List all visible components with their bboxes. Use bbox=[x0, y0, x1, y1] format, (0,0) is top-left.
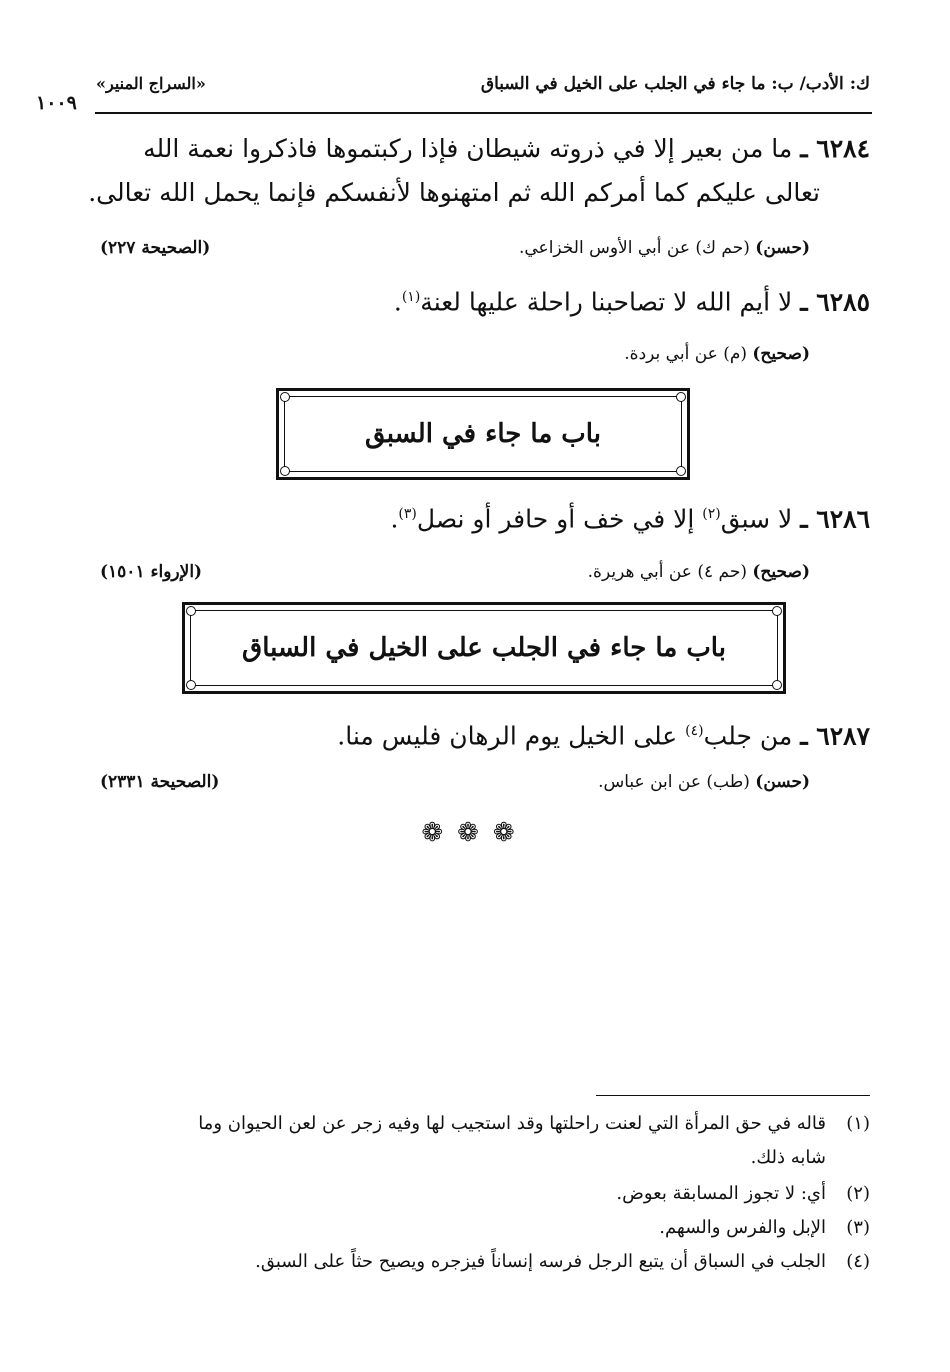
chapter-heading-box-2 bbox=[182, 602, 786, 694]
hadith-6285-line bbox=[394, 280, 870, 319]
hadith-grade: (حسن) bbox=[755, 772, 810, 792]
hadith-number: ٦٢٨٥ ـ bbox=[800, 287, 870, 317]
hadith-end: . bbox=[390, 504, 399, 534]
hadith-attribution: (م) عن أبي بردة. bbox=[624, 344, 747, 364]
footnote-marker[interactable]: (٤) bbox=[685, 723, 704, 739]
hadith-6284-reference bbox=[519, 236, 810, 260]
hadith-attribution: (حم ك) عن أبي الأوس الخزاعي. bbox=[518, 238, 750, 258]
hadith-6286-reference bbox=[588, 560, 810, 584]
page-number: ١٠٠٩ bbox=[36, 92, 77, 114]
hadith-grade: (صحيح) bbox=[752, 344, 810, 364]
hadith-6284-source: (الصحيحة ٢٢٧) bbox=[100, 238, 211, 258]
footnote-number: (٣) bbox=[846, 1217, 870, 1238]
footnote-marker[interactable]: (١) bbox=[401, 289, 421, 305]
footnote-marker[interactable]: (٢) bbox=[702, 506, 721, 522]
hadith-end: . bbox=[393, 287, 402, 317]
hadith-attribution: (حم ٤) عن أبي هريرة. bbox=[587, 562, 747, 582]
footnote-separator bbox=[596, 1095, 870, 1096]
footnote-text: أي: لا تجوز المسابقة بعوض. bbox=[616, 1183, 826, 1204]
hadith-grade: (صحيح) bbox=[752, 562, 810, 582]
footnote-number: (٤) bbox=[846, 1251, 870, 1272]
footnote-text: الإبل والفرس والسهم. bbox=[659, 1217, 826, 1238]
hadith-6287-reference bbox=[598, 770, 810, 794]
footnote-number: (١) bbox=[846, 1113, 870, 1134]
hadith-attribution: (طب) عن ابن عباس. bbox=[598, 772, 750, 792]
footnote-3 bbox=[659, 1214, 870, 1242]
chapter-title: باب ما جاء في السبق bbox=[365, 419, 601, 449]
running-header-book-title: «السراج المنير» bbox=[96, 74, 206, 93]
footnote-1 bbox=[198, 1110, 870, 1138]
hadith-grade: (حسن) bbox=[755, 238, 810, 258]
header-rule bbox=[95, 112, 872, 114]
hadith-6286-source: (الإرواء ١٥٠١) bbox=[100, 562, 203, 582]
footnote-4 bbox=[255, 1248, 870, 1276]
hadith-6284-line-2: تعالى عليكم كما أمركم الله ثم امتهنوها لأنفسكم فإنما يحمل الله تعالى. bbox=[88, 178, 820, 207]
hadith-6287-line bbox=[337, 714, 870, 753]
hadith-text: لا أيم الله لا تصاحبنا راحلة عليها لعنة bbox=[420, 287, 793, 317]
footnote-marker[interactable]: (٣) bbox=[398, 506, 417, 522]
footnote-number: (٢) bbox=[846, 1183, 870, 1204]
footnote-2 bbox=[616, 1180, 870, 1208]
hadith-6286-line bbox=[390, 497, 870, 536]
hadith-text: على الخيل يوم الرهان فليس منا. bbox=[337, 721, 686, 751]
footnote-1-continued: شابه ذلك. bbox=[750, 1147, 826, 1168]
chapter-title: باب ما جاء في الجلب على الخيل في السباق bbox=[242, 633, 726, 663]
footnote-text: الجلب في السباق أن يتبع الرجل فرسه إنساناً فيزجره ويصيح حثاً على السبق. bbox=[255, 1251, 826, 1272]
hadith-text: إلا في خف أو حافر أو نصل bbox=[416, 504, 703, 534]
hadith-text: ما من بعير إلا في ذروته شيطان فإذا ركبتموها فاذكروا نعمة الله bbox=[143, 134, 793, 163]
hadith-number: ٦٢٨٦ ـ bbox=[800, 504, 870, 534]
hadith-6287-source: (الصحيحة ٢٣٣١) bbox=[100, 772, 220, 792]
hadith-number: ٦٢٨٤ ـ bbox=[800, 134, 870, 163]
footnote-text: قاله في حق المرأة التي لعنت راحلتها وقد استجيب لها وفيه زجر عن لعن الحيوان وما bbox=[198, 1113, 826, 1134]
hadith-text: لا سبق bbox=[720, 504, 793, 534]
hadith-text: من جلب bbox=[703, 721, 793, 751]
running-header-chapter: ك: الأدب/ ب: ما جاء في الجلب على الخيل في السباق bbox=[480, 74, 870, 94]
hadith-6284-line-1 bbox=[143, 132, 870, 166]
chapter-heading-box-1 bbox=[276, 388, 690, 480]
section-end-ornament-icon: ❁❁❁ bbox=[421, 818, 529, 848]
hadith-number: ٦٢٨٧ ـ bbox=[800, 721, 870, 751]
hadith-6285-reference bbox=[624, 342, 810, 366]
